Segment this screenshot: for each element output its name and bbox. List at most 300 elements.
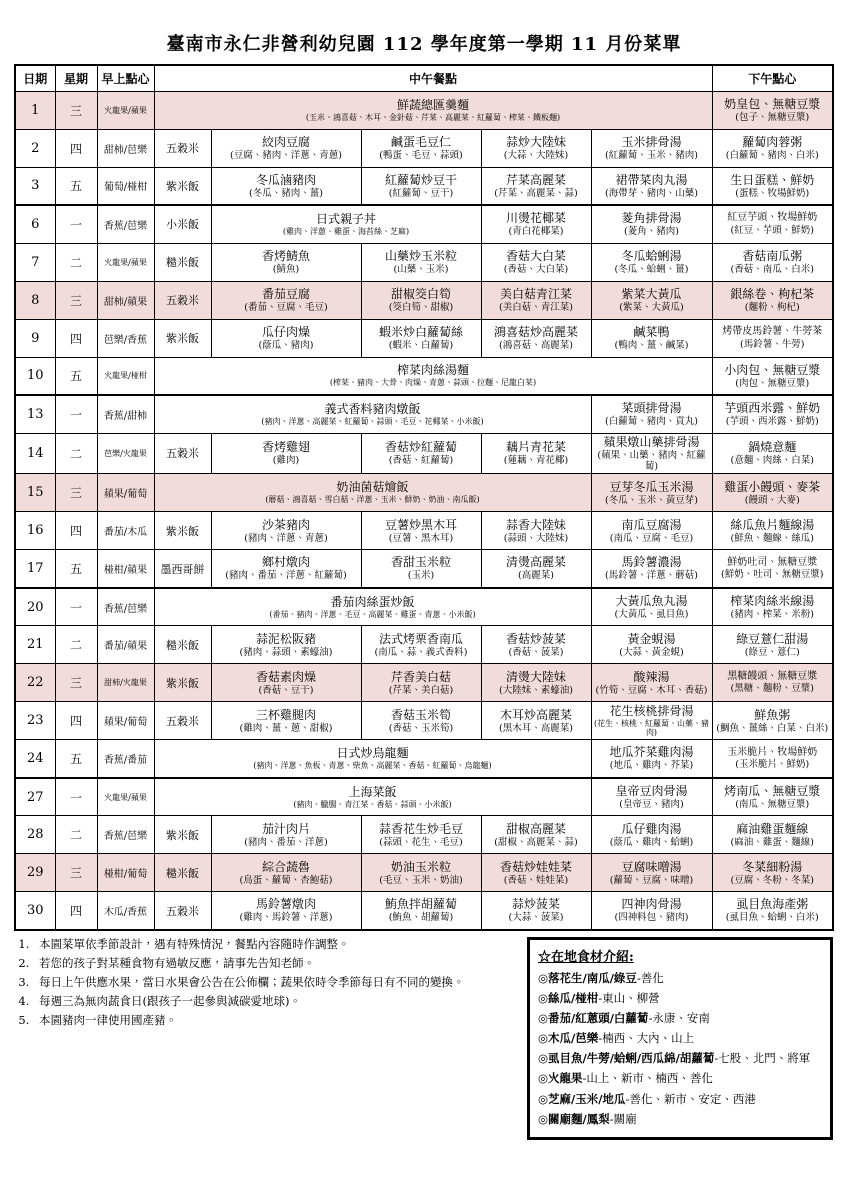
rice-cell: 糙米飯: [154, 243, 211, 281]
dish-ingredients: (大黃瓜、虱目魚): [614, 608, 689, 620]
lunch-dish-cell: [211, 626, 361, 664]
lunch-dish-cell: [361, 281, 481, 319]
lunch-dish-cell: [591, 129, 712, 167]
menu-row: [15, 243, 833, 281]
dish-ingredients: (香菇、南瓜、白米): [730, 263, 814, 275]
dish-name: 清燙大陸妹: [505, 669, 566, 684]
dish-name: 絲瓜魚片麵線湯: [730, 517, 815, 532]
lunch-dish-cell: [211, 319, 361, 357]
dish-ingredients: (美白菇、青江菜): [499, 301, 573, 313]
note-item: 3. 每日上午供應水果，當日水果會公告在公佈欄；蔬果依時令季節每日有不同的變換。: [33, 973, 519, 992]
date-cell: 30: [15, 892, 55, 930]
dish-ingredients: (番茄、豆腐、毛豆): [244, 301, 328, 313]
dish-ingredients: (高麗菜): [518, 570, 554, 582]
weekday-cell: 二: [55, 816, 97, 854]
menu-row: [15, 740, 833, 778]
dish-ingredients: (蓮藕、青花椰): [503, 455, 569, 467]
dish-ingredients: (豬肉、榨菜、米粉): [730, 608, 814, 620]
header-date: 日期: [15, 65, 55, 91]
morning-snack-cell: 香蕉/芭樂: [97, 588, 154, 626]
dish-name: 四神肉骨湯: [621, 897, 682, 912]
local-food-names: ◎木瓜/芭樂: [538, 1031, 599, 1046]
dish-name: 馬鈴薯濃湯: [621, 555, 682, 570]
date-cell: 20: [15, 588, 55, 626]
date-cell: 10: [15, 357, 55, 395]
menu-row: [15, 205, 833, 243]
afternoon-snack-cell: [712, 243, 833, 281]
lunch-dish-cell: [211, 512, 361, 550]
dish-name: 馬鈴薯燉肉: [255, 897, 316, 912]
weekday-cell: 三: [55, 281, 97, 319]
weekday-cell: 三: [55, 664, 97, 702]
dish-ingredients: (馬鈴薯、洋蔥、蘑菇): [605, 570, 698, 582]
dish-name: 榨菜肉絲湯麵: [396, 363, 469, 378]
dish-ingredients: (肉包、無糖豆漿): [735, 377, 810, 389]
dish-name: 義式香料豬肉燉飯: [324, 401, 421, 416]
dish-ingredients: (大陸妹、素蠔油): [499, 684, 573, 696]
dish-ingredients: (玉米脆片、鮮奶): [735, 759, 810, 771]
date-cell: 15: [15, 474, 55, 512]
dish-ingredients: (玉米): [407, 570, 435, 582]
dish-name: 蒜香花生炒毛豆: [378, 821, 463, 836]
note-item: 5. 本園豬肉一律使用國產豬。: [33, 1011, 519, 1030]
local-food-item: ◎火龍果-山上、新市、楠西、善化: [538, 1071, 713, 1086]
dish-name: 蘋果燉山藥排骨湯: [603, 434, 700, 449]
lunch-dish-cell: [591, 205, 712, 243]
lunch-dish-cell: [361, 550, 481, 588]
date-cell: 13: [15, 395, 55, 433]
morning-snack-cell: 椪柑/葡萄: [97, 854, 154, 892]
dish-name: 鴻喜菇炒高麗菜: [493, 324, 578, 339]
dish-name: 瓜仔雞肉湯: [621, 821, 682, 836]
dish-ingredients: (馬鈴薯、牛蒡): [740, 338, 805, 350]
lunch-dish-cell: [361, 433, 481, 474]
dish-name: 玉米脆片、牧場鮮奶: [727, 746, 818, 758]
dish-name: 地瓜芥菜雞肉湯: [609, 745, 694, 760]
dish-name: 烤帶皮馬鈴薯、牛蒡茶: [722, 326, 823, 338]
dish-name: 綠豆薏仁甜湯: [736, 631, 809, 646]
dish-name: 蒜炒菠菜: [511, 897, 560, 912]
date-cell: 16: [15, 512, 55, 550]
dish-name: 川燙花椰菜: [505, 211, 566, 226]
dish-ingredients: (玉米、鴻喜菇、木耳、金針菇、芹菜、高麗菜、紅蘿蔔、榨菜、鐵板麵): [305, 112, 561, 122]
weekday-cell: 四: [55, 702, 97, 740]
dish-name: 鮮奶吐司、無糖豆漿: [727, 556, 818, 568]
afternoon-snack-cell: [712, 281, 833, 319]
dish-ingredients: (紅蘿蔔、豆干): [388, 187, 454, 199]
dish-ingredients: (芹菜、美白菇): [388, 684, 454, 696]
rice-cell: 紫米飯: [154, 816, 211, 854]
dish-ingredients: (海帶芽、豬肉、山藥): [605, 187, 698, 199]
lunch-dish-cell: [211, 167, 361, 205]
dish-name: 山藥炒玉米粒: [384, 248, 457, 263]
dish-name: 豆薯炒黑木耳: [384, 517, 457, 532]
morning-snack-cell: 番茄/蘋果: [97, 626, 154, 664]
dish-name: 法式烤栗香南瓜: [378, 631, 463, 646]
afternoon-snack-cell: [712, 357, 833, 395]
local-food-item: ◎番茄/紅蔥頭/白蘿蔔-永康、安南: [538, 1011, 710, 1026]
dish-name: 榨菜肉絲米線湯: [730, 593, 815, 608]
rice-cell: 紫米飯: [154, 664, 211, 702]
weekday-cell: 一: [55, 395, 97, 433]
dish-ingredients: (香菇、大白菜): [503, 263, 569, 275]
menu-row: [15, 626, 833, 664]
dish-ingredients: (大蒜、菠菜): [508, 912, 564, 924]
rice-cell: 小米飯: [154, 205, 211, 243]
morning-snack-cell: 香蕉/甜柿: [97, 395, 154, 433]
afternoon-snack-cell: [712, 854, 833, 892]
dish-ingredients: (豆腐、冬粉、冬菜): [730, 874, 814, 886]
lunch-dish-cell: [211, 816, 361, 854]
local-food-item: ◎絲瓜/椪柑-東山、柳營: [538, 990, 660, 1005]
dish-name: 鍋燒意麵: [748, 440, 797, 455]
lunch-dish-cell: [481, 550, 591, 588]
lunch-dish-cell: [481, 205, 591, 243]
dish-ingredients: (麵粉、枸杞): [744, 301, 800, 313]
dish-name: 紅豆芋頭、牧場鮮奶: [727, 212, 818, 224]
dish-name: 玉米排骨湯: [621, 134, 682, 149]
local-food-names: ◎番茄/紅蔥頭/白蘿蔔: [538, 1011, 649, 1026]
lunch-dish-cell: [154, 395, 591, 433]
dish-name: 蒜炒大陸妹: [505, 134, 566, 149]
dish-ingredients: (鯛魚、薑絲、白菜、白米): [716, 722, 829, 734]
lunch-dish-cell: [481, 129, 591, 167]
weekday-cell: 五: [55, 357, 97, 395]
dish-ingredients: (番茄、豬肉、洋蔥、毛豆、高麗菜、雞蛋、青蔥、小米飯): [269, 609, 476, 619]
dish-name: 番茄豆腐: [261, 286, 310, 301]
dish-name: 鹹蛋毛豆仁: [390, 134, 451, 149]
dish-name: 美白菇青江菜: [499, 286, 572, 301]
dish-ingredients: (蒜頭、大陸妹): [503, 532, 569, 544]
weekday-cell: 一: [55, 778, 97, 816]
menu-table: [14, 64, 834, 931]
dish-name: 香菇大白菜: [505, 248, 566, 263]
lunch-dish-cell: [591, 892, 712, 930]
morning-snack-cell: 火龍果/蘋果: [97, 243, 154, 281]
dish-ingredients: (豬肉、番茄、洋蔥): [244, 836, 328, 848]
footer: [15, 935, 833, 1140]
dish-ingredients: (毛豆、玉米、奶油): [379, 874, 463, 886]
dish-ingredients: (饅頭、大麥): [744, 494, 800, 506]
lunch-dish-cell: [154, 740, 591, 778]
dish-name: 紫菜大黃瓜: [621, 286, 682, 301]
local-food-names: ◎芝麻/玉米/地瓜: [538, 1091, 626, 1106]
afternoon-snack-cell: [712, 664, 833, 702]
afternoon-snack-cell: [712, 702, 833, 740]
dish-ingredients: (豆腐、豬肉、洋蔥、青蔥): [230, 149, 342, 161]
dish-ingredients: (香菇、紅蘿蔔): [388, 455, 454, 467]
dish-ingredients: (香菇、菠菜): [508, 646, 564, 658]
dish-ingredients: (意麵、肉絲、白菜): [730, 455, 814, 467]
menu-row: [15, 892, 833, 930]
dish-ingredients: (豬肉、洋蔥、青蔥): [244, 532, 328, 544]
lunch-dish-cell: [481, 167, 591, 205]
lunch-dish-cell: [361, 664, 481, 702]
local-food-heading: ☆在地食材介紹:: [538, 949, 634, 965]
morning-snack-cell: 火龍果/蘋果: [97, 91, 154, 129]
menu-row: [15, 664, 833, 702]
lunch-dish-cell: [591, 512, 712, 550]
dish-name: 蒜香大陸妹: [505, 517, 566, 532]
date-cell: 23: [15, 702, 55, 740]
lunch-dish-cell: [211, 433, 361, 474]
weekday-cell: 三: [55, 474, 97, 512]
dish-name: 鮮魚粥: [754, 707, 791, 722]
dish-name: 銀絲卷、枸杞茶: [730, 286, 815, 301]
lunch-dish-cell: [591, 319, 712, 357]
dish-name: 香菇南瓜粥: [742, 248, 803, 263]
lunch-dish-cell: [154, 357, 712, 395]
dish-name: 香烤雞翅: [261, 440, 310, 455]
lunch-dish-cell: [591, 281, 712, 319]
dish-name: 香菇炒菠菜: [505, 631, 566, 646]
local-food-item: ◎關廟麵/鳳梨-關廟: [538, 1111, 637, 1126]
date-cell: 14: [15, 433, 55, 474]
dish-ingredients: (花生、核桃、紅蘿蔔、山藥、豬肉): [593, 718, 710, 738]
morning-snack-cell: 葡萄/椪柑: [97, 167, 154, 205]
dish-ingredients: (麻油、雞蛋、麵線): [730, 836, 814, 848]
dish-name: 菱角排骨湯: [621, 211, 682, 226]
date-cell: 8: [15, 281, 55, 319]
dish-ingredients: (南瓜、蒜、義式香料): [374, 646, 468, 658]
dish-ingredients: (鴨蛋、毛豆、蒜頭): [379, 149, 463, 161]
rice-cell: 墨西哥餅: [154, 550, 211, 588]
lunch-dish-cell: [481, 281, 591, 319]
dish-name: 清燙高麗菜: [505, 555, 566, 570]
dish-name: 甜椒筊白筍: [390, 286, 451, 301]
dish-ingredients: (香菇、豆干): [258, 684, 314, 696]
menu-row: [15, 588, 833, 626]
afternoon-snack-cell: [712, 395, 833, 433]
dish-name: 沙茶豬肉: [261, 517, 310, 532]
dish-name: 綜合蔬魯: [261, 859, 310, 874]
weekday-cell: 四: [55, 129, 97, 167]
menu-row: [15, 816, 833, 854]
dish-ingredients: (包子、無糖豆漿): [735, 111, 810, 123]
lunch-dish-cell: [211, 702, 361, 740]
lunch-dish-cell: [154, 91, 712, 129]
dish-ingredients: (四神料包、豬肉): [614, 912, 689, 924]
lunch-dish-cell: [591, 550, 712, 588]
dish-name: 虱目魚海產粥: [736, 897, 809, 912]
dish-ingredients: (雞肉): [272, 455, 300, 467]
dish-ingredients: (竹筍、豆腐、木耳、香菇): [595, 684, 708, 696]
lunch-dish-cell: [591, 854, 712, 892]
dish-name: 小肉包、無糖豆漿: [724, 362, 821, 377]
weekday-cell: 四: [55, 319, 97, 357]
weekday-cell: 四: [55, 512, 97, 550]
dish-ingredients: (鳥蛋、蘿蔔、杏鮑菇): [239, 874, 333, 886]
morning-snack-cell: 番茄/木瓜: [97, 512, 154, 550]
morning-snack-cell: 蘋果/葡萄: [97, 474, 154, 512]
local-food-names: ◎落花生/南瓜/綠豆: [538, 970, 637, 985]
lunch-dish-cell: [481, 626, 591, 664]
dish-name: 茄汁肉片: [261, 821, 310, 836]
lunch-dish-cell: [361, 167, 481, 205]
dish-name: 奶油菌菇燴飯: [336, 480, 409, 495]
lunch-dish-cell: [211, 205, 481, 243]
weekday-cell: 二: [55, 626, 97, 664]
dish-name: 冬菜細粉湯: [742, 859, 803, 874]
weekday-cell: 二: [55, 433, 97, 474]
dish-ingredients: (白蘿蔔、豬肉、貢丸): [605, 416, 698, 428]
rice-cell: 糙米飯: [154, 626, 211, 664]
menu-row: [15, 854, 833, 892]
dish-name: 三杯雞腿肉: [255, 707, 316, 722]
dish-name: 冬瓜蛤蜊湯: [621, 248, 682, 263]
lunch-dish-cell: [211, 892, 361, 930]
lunch-dish-cell: [361, 319, 481, 357]
local-food-list: [538, 968, 822, 1129]
lunch-dish-cell: [481, 816, 591, 854]
dish-name: 蒜泥松阪豬: [255, 631, 316, 646]
morning-snack-cell: 芭樂/火龍果: [97, 433, 154, 474]
lunch-dish-cell: [591, 816, 712, 854]
dish-ingredients: (蝦米、白蘿蔔): [388, 339, 454, 351]
lunch-dish-cell: [154, 588, 591, 626]
lunch-dish-cell: [211, 243, 361, 281]
dish-ingredients: (芹菜、高麗菜、蒜): [494, 187, 578, 199]
dish-ingredients: (冬瓜、玉米、黃豆芽): [605, 494, 698, 506]
lunch-dish-cell: [361, 854, 481, 892]
local-food-item: ◎虱目魚/牛蒡/蛤蜊/西瓜綿/胡蘿蔔-七股、北門、將軍: [538, 1051, 811, 1066]
dish-ingredients: (豬肉、蒜頭、素蠔油): [239, 646, 333, 658]
weekday-cell: 三: [55, 91, 97, 129]
afternoon-snack-cell: [712, 588, 833, 626]
dish-name: 大黃瓜魚丸湯: [615, 593, 688, 608]
date-cell: 17: [15, 550, 55, 588]
lunch-dish-cell: [591, 588, 712, 626]
lunch-dish-cell: [361, 129, 481, 167]
lunch-dish-cell: [481, 854, 591, 892]
weekday-cell: 一: [55, 205, 97, 243]
date-cell: 28: [15, 816, 55, 854]
dish-ingredients: (香菇、娃娃菜): [503, 874, 569, 886]
date-cell: 9: [15, 319, 55, 357]
morning-snack-cell: 蘋果/葡萄: [97, 702, 154, 740]
dish-name: 麻油雞蛋麵線: [736, 821, 809, 836]
morning-snack-cell: 椪柑/蘋果: [97, 550, 154, 588]
note-item: 2. 若您的孩子對某種食物有過敏反應，請事先告知老師。: [33, 954, 519, 973]
date-cell: 24: [15, 740, 55, 778]
dish-name: 鮪魚拌胡蘿蔔: [384, 897, 457, 912]
afternoon-snack-cell: [712, 626, 833, 664]
local-food-item: ◎木瓜/芭樂-楠西、大內、山上: [538, 1031, 695, 1046]
weekday-cell: 三: [55, 854, 97, 892]
dish-name: 日式炒烏龍麵: [336, 746, 409, 761]
dish-ingredients: (豆薯、黑木耳): [388, 532, 454, 544]
dish-ingredients: (芋頭、西米露、鮮奶): [725, 416, 819, 428]
rice-cell: 糙米飯: [154, 854, 211, 892]
lunch-dish-cell: [481, 664, 591, 702]
dish-ingredients: (山藥、玉米): [393, 263, 449, 275]
dish-name: 烤南瓜、無糖豆漿: [724, 783, 821, 798]
lunch-dish-cell: [211, 129, 361, 167]
weekday-cell: 二: [55, 243, 97, 281]
header-am-snack: 早上點心: [97, 65, 154, 91]
dish-name: 蝦米炒白蘿蔔絲: [378, 324, 463, 339]
morning-snack-cell: 甜柿/芭樂: [97, 129, 154, 167]
dish-name: 蘿蔔肉蓉粥: [742, 134, 803, 149]
dish-ingredients: (菱角、豬肉): [624, 226, 679, 238]
dish-name: 花生核桃排骨湯: [609, 703, 694, 718]
menu-row: [15, 512, 833, 550]
rice-cell: 紫米飯: [154, 319, 211, 357]
dish-name: 鹹菜鴨: [633, 324, 670, 339]
dish-name: 香菇素肉燥: [255, 669, 316, 684]
weekday-cell: 一: [55, 588, 97, 626]
lunch-dish-cell: [361, 892, 481, 930]
afternoon-snack-cell: [712, 474, 833, 512]
date-cell: 2: [15, 129, 55, 167]
dish-ingredients: (雞肉、馬鈴薯、洋蔥): [239, 912, 333, 924]
lunch-dish-cell: [481, 319, 591, 357]
dish-name: 日式親子丼: [315, 211, 376, 226]
dish-name: 芹香美白菇: [390, 669, 451, 684]
dish-ingredients: (皇帝豆、豬肉): [619, 798, 684, 810]
dish-ingredients: (豬肉、洋蔥、高麗菜、紅蘿蔔、蒜頭、毛豆、花椰菜、小米飯): [261, 416, 484, 426]
lunch-dish-cell: [361, 626, 481, 664]
dish-ingredients: (蒜頭、花生、毛豆): [379, 836, 463, 848]
lunch-dish-cell: [481, 892, 591, 930]
lunch-dish-cell: [591, 778, 712, 816]
note-item: 4. 每週三為無肉蔬食日(跟孩子一起參與減碳愛地球)。: [33, 992, 519, 1011]
lunch-dish-cell: [591, 702, 712, 740]
dish-ingredients: (大蒜、黃金蜆): [619, 646, 684, 658]
menu-row: [15, 281, 833, 319]
dish-ingredients: (鮮魚、麵線、絲瓜): [730, 532, 814, 544]
menu-row: [15, 319, 833, 357]
lunch-dish-cell: [154, 778, 591, 816]
notes: [15, 935, 527, 1030]
lunch-dish-cell: [211, 281, 361, 319]
dish-ingredients: (蔭瓜、豬肉): [258, 339, 314, 351]
dish-name: 藕片青花菜: [505, 440, 566, 455]
dish-name: 木耳炒高麗菜: [499, 707, 572, 722]
menu-row: [15, 433, 833, 474]
dish-name: 香菇炒娃娃菜: [499, 859, 572, 874]
local-food-names: ◎絲瓜/椪柑: [538, 990, 599, 1005]
date-cell: 21: [15, 626, 55, 664]
dish-ingredients: (筊白筍、甜椒): [388, 301, 454, 313]
dish-ingredients: (鮪魚、胡蘿蔔): [388, 912, 454, 924]
lunch-dish-cell: [591, 433, 712, 474]
afternoon-snack-cell: [712, 205, 833, 243]
dish-name: 雞蛋小饅頭、麥茶: [724, 479, 821, 494]
morning-snack-cell: 火龍果/蘋果: [97, 778, 154, 816]
dish-name: 香烤鯖魚: [261, 248, 310, 263]
dish-ingredients: (甜椒、高麗菜、蒜): [494, 836, 578, 848]
lunch-dish-cell: [481, 433, 591, 474]
morning-snack-cell: 甜柿/火龍果: [97, 664, 154, 702]
dish-ingredients: (蔭瓜、雞肉、蛤蜊): [609, 836, 694, 848]
menu-row: [15, 167, 833, 205]
dish-name: 黃金蜆湯: [627, 631, 676, 646]
rice-cell: 紫米飯: [154, 167, 211, 205]
lunch-dish-cell: [361, 243, 481, 281]
morning-snack-cell: 香蕉/芭樂: [97, 205, 154, 243]
local-food-names: ◎虱目魚/牛蒡/蛤蜊/西瓜綿/胡蘿蔔: [538, 1051, 715, 1066]
dish-ingredients: (鴻喜菇、高麗菜): [499, 339, 573, 351]
afternoon-snack-cell: [712, 91, 833, 129]
date-cell: 22: [15, 664, 55, 702]
rice-cell: 五穀米: [154, 433, 211, 474]
header-row: [15, 65, 833, 91]
date-cell: 6: [15, 205, 55, 243]
dish-ingredients: (雞肉、薑、蔥、甜椒): [239, 722, 333, 734]
rice-cell: 紫米飯: [154, 512, 211, 550]
dish-ingredients: (榨菜、豬肉、大骨、肉燥、青蔥、蒜頭、拉麵、尼龍白菜): [329, 378, 537, 388]
